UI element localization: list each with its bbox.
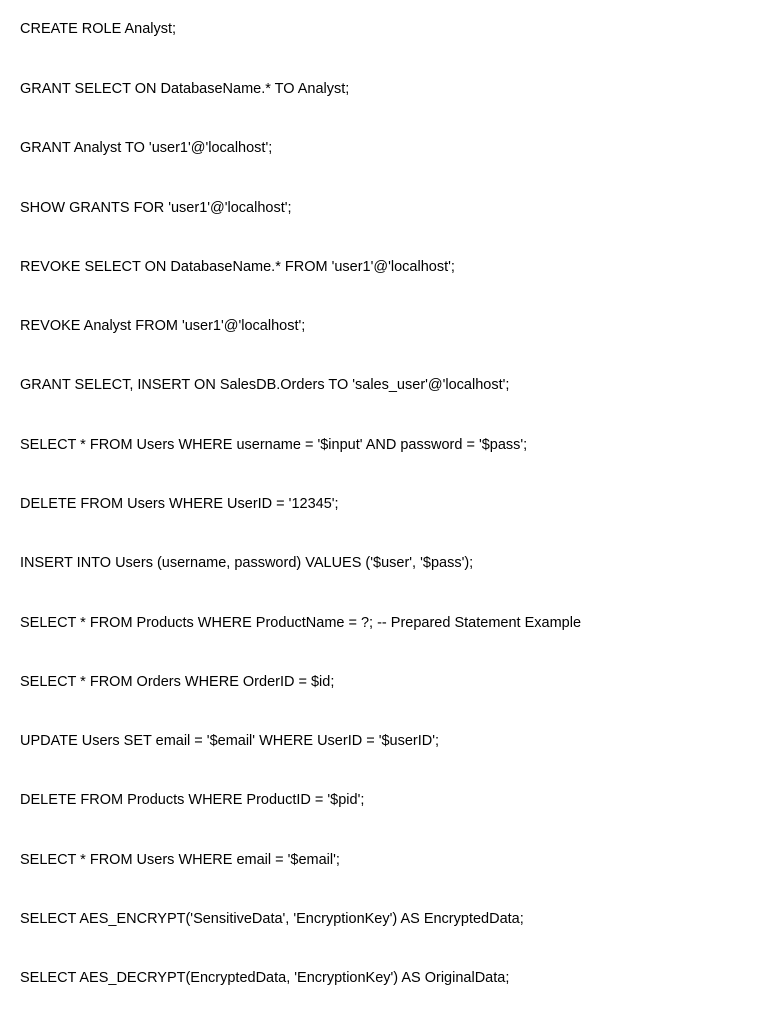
requirement-text: [20, 179, 748, 198]
sql-statement: GRANT Analyst TO 'user1'@'localhost';: [20, 140, 273, 156]
requirement-text: [20, 60, 748, 79]
entry-vulnerable-delete-product: [20, 771, 748, 810]
entry-vulnerable-update: [20, 712, 748, 751]
entry-vulnerable-insert: [20, 534, 748, 573]
requirement-text: [20, 356, 748, 375]
sql-statement: DELETE FROM Products WHERE ProductID = '$pid';: [20, 792, 365, 808]
sql-statement: SELECT * FROM Users WHERE email = '$email';: [20, 852, 340, 868]
entry-variable-select: [20, 653, 748, 692]
entry-aes-decrypt: [20, 949, 748, 988]
requirement-text: [20, 653, 748, 672]
requirement-text: [20, 0, 748, 19]
sql-statement: SELECT AES_DECRYPT(EncryptedData, 'EncryptionKey') AS OriginalData;: [20, 970, 510, 986]
sql-statement: SELECT * FROM Products WHERE ProductName = ?; -- Prepared Statement Example: [20, 615, 582, 631]
entry-vulnerable-select: [20, 416, 748, 455]
requirement-text: [20, 771, 748, 790]
entry-grant-specific-privileges: [20, 356, 748, 395]
requirement-text: [20, 890, 748, 909]
requirement-text: [20, 712, 748, 731]
requirement-text: [20, 949, 748, 968]
sql-statement: INSERT INTO Users (username, password) VALUES ('$user', '$pass');: [20, 555, 474, 571]
requirement-text: [20, 238, 748, 257]
entry-grant-role-privileges: [20, 60, 748, 99]
entry-revoke-privilege: [20, 238, 748, 277]
entry-show-grants: [20, 179, 748, 218]
sql-statement: DELETE FROM Users WHERE UserID = '12345';: [20, 496, 339, 512]
requirement-text: [20, 534, 748, 553]
entry-create-role: [20, 0, 748, 39]
requirement-text: [20, 297, 748, 316]
entry-prepared-statement: [20, 594, 748, 633]
sql-statement: SELECT * FROM Users WHERE username = '$input' AND password = '$pass';: [20, 437, 528, 453]
sql-statement: SHOW GRANTS FOR 'user1'@'localhost';: [20, 200, 292, 216]
sql-statement: UPDATE Users SET email = '$email' WHERE UserID = '$userID';: [20, 733, 440, 749]
entry-vulnerable-select-email: [20, 831, 748, 870]
entry-aes-encrypt: [20, 890, 748, 929]
sql-statement: REVOKE Analyst FROM 'user1'@'localhost';: [20, 318, 306, 334]
sql-statement: REVOKE SELECT ON DatabaseName.* FROM 'user1'@'localhost';: [20, 259, 455, 275]
entry-vulnerable-delete: [20, 475, 748, 514]
entry-assign-role: [20, 119, 748, 158]
requirement-text: [20, 475, 748, 494]
requirement-text: [20, 119, 748, 138]
requirement-text: [20, 594, 748, 613]
entry-revoke-role: [20, 297, 748, 336]
requirement-text: [20, 831, 748, 850]
requirement-text: [20, 416, 748, 435]
sql-statement: SELECT * FROM Orders WHERE OrderID = $id;: [20, 674, 335, 690]
sql-statement: GRANT SELECT, INSERT ON SalesDB.Orders TO 'sales_user'@'localhost';: [20, 377, 510, 393]
sql-statement: SELECT AES_ENCRYPT('SensitiveData', 'EncryptionKey') AS EncryptedData;: [20, 911, 524, 927]
sql-statement: CREATE ROLE Analyst;: [20, 21, 177, 37]
sql-statement: GRANT SELECT ON DatabaseName.* TO Analyst;: [20, 81, 350, 97]
